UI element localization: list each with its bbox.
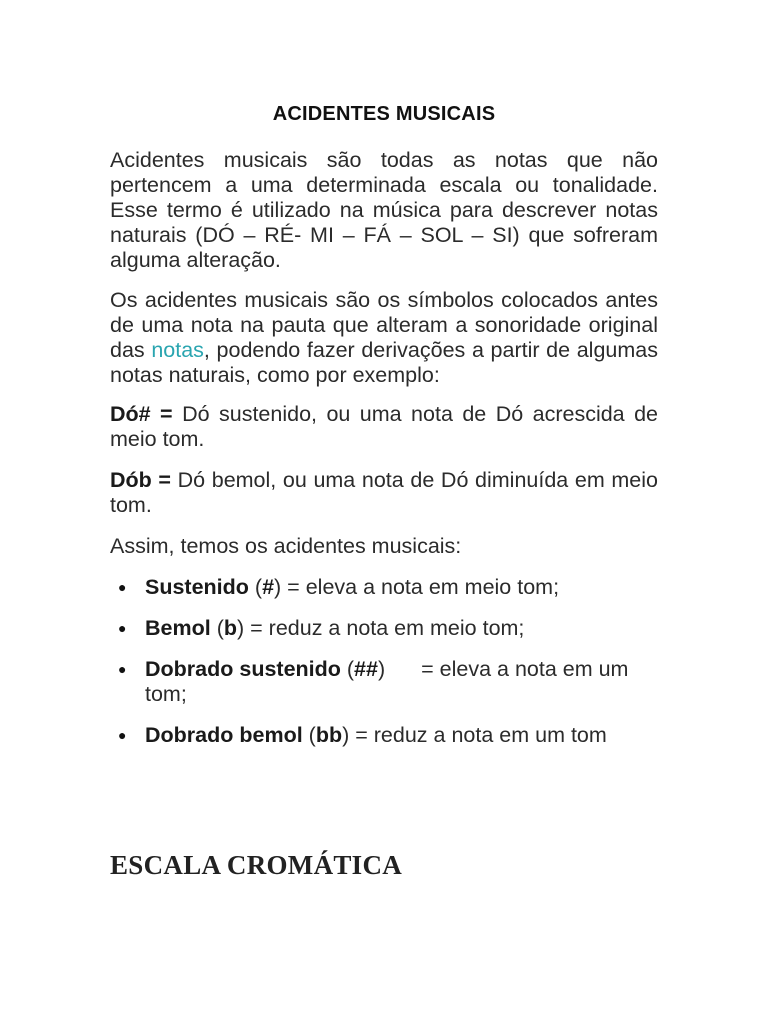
list-item-symbol: b: [223, 616, 237, 640]
list-item-symbol: #: [262, 575, 275, 599]
example-flat-text: Dó bemol, ou uma nota de Dó diminuída em meio tom.: [110, 468, 658, 517]
list-item-paren: (: [210, 616, 224, 640]
list-item-symbol: bb: [315, 723, 343, 747]
list-item-term: Bemol: [145, 616, 211, 640]
list-item-desc: = reduz a nota em um tom: [349, 723, 607, 747]
example-sharp: [110, 402, 658, 452]
document-page: [110, 103, 658, 764]
accidentals-list: [110, 575, 658, 748]
list-item-desc: = eleva a nota em meio tom;: [281, 575, 560, 599]
list-item-paren: (: [248, 575, 263, 599]
list-item-paren: ): [342, 723, 350, 747]
bullet-icon: ●: [118, 727, 127, 743]
example-sharp-text: Dó sustenido, ou uma nota de Dó acrescida de meio tom.: [110, 402, 658, 451]
list-item-paren: ): [377, 657, 386, 681]
list-item-desc: = eleva a nota em um tom;: [145, 657, 629, 706]
list-item-sustenido: [110, 575, 658, 600]
list-item-paren: (: [340, 657, 355, 681]
list-item-bemol: [110, 616, 658, 641]
notas-link[interactable]: notas: [151, 338, 204, 362]
list-item-paren: ): [274, 575, 282, 599]
bullet-icon: ●: [118, 620, 127, 636]
list-item-dobrado-bemol: [110, 723, 658, 748]
example-sharp-term: Dó# =: [110, 402, 173, 426]
list-intro: Assim, temos os acidentes musicais:: [110, 534, 462, 558]
list-item-term: Dobrado bemol: [145, 723, 303, 747]
paragraph-symbols-text-before: Os acidentes musicais são os símbolos colocados antes de uma nota na pauta que alteram a sonoridade original das: [110, 288, 658, 362]
example-flat-term: Dób =: [110, 468, 171, 492]
list-item-term: Dobrado sustenido: [145, 657, 341, 681]
bullet-icon: ●: [118, 579, 127, 595]
list-item-paren: ): [237, 616, 245, 640]
paragraph-symbols-text-after: , podendo fazer derivações a partir de algumas notas naturais, como por exemplo:: [110, 338, 658, 387]
example-flat: [110, 468, 658, 518]
list-item-dobrado-sustenido: [110, 657, 658, 707]
paragraph-symbols: [110, 288, 658, 388]
list-item-term: Sustenido: [145, 575, 249, 599]
paragraph-intro: Acidentes musicais são todas as notas que não pertencem a uma determinada escala ou tonalidade. Esse termo é utilizado na música para descrever notas naturais (DÓ – RÉ- MI – FÁ – SOL – SI) que sofreram alguma alteração.: [110, 148, 658, 272]
list-item-paren: (: [302, 723, 316, 747]
list-item-symbol: ##: [354, 657, 378, 681]
bullet-icon: ●: [118, 661, 127, 677]
section-title: ESCALA CROMÁTICA: [110, 850, 403, 880]
list-item-desc: = reduz a nota em meio tom;: [244, 616, 525, 640]
document-title: ACIDENTES MUSICAIS: [272, 103, 496, 125]
